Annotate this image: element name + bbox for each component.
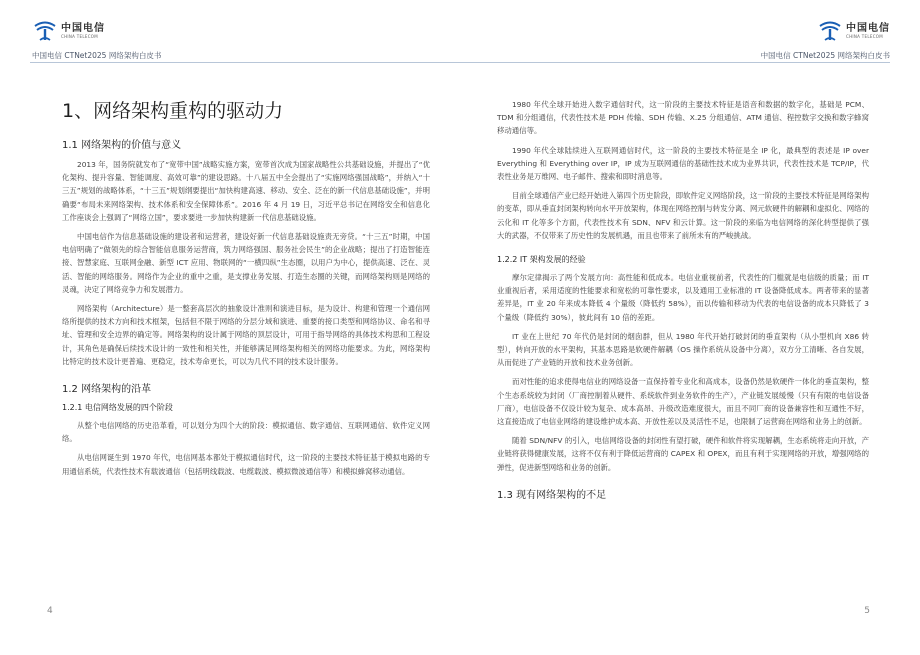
brand-name-en: CHINA TELECOM xyxy=(846,33,883,39)
paragraph: 而对性能的追求使得电信业的网络设备一直保持着专业化和高成本，设备仍然是软硬件一体化的垂直架构，整个生态系统较为封闭（厂商控制着从硬件、系统软件到业务软件的生产），产业链发展缓慢（只有有限的电信设备厂商），电信设备不仅设计较为复杂、成本高昂、升级改造难度很大，而且不同厂商的设备兼容性和互通性不好，这直接造成了电信业网络的建设维护成本高、开放性差以及灵活性不足，也限制了运营商在网络和业务上的创新。 xyxy=(497,377,869,427)
header-divider xyxy=(460,62,890,63)
paragraph: 随着 SDN/NFV 的引入，电信网络设备的封闭性有望打破，硬件和软件将实现解耦，生态系统将走向开放，产业链将获得健康发展，这将不仅有利于降低运营商的 CAPEX 和 OPEX，而且有利于实现网络的开放，增强网络的弹性，促进新型网络和业务的创新。 xyxy=(497,436,869,472)
running-title: 中国电信 CTNet2025 网络架构白皮书 xyxy=(760,51,890,60)
china-telecom-logo xyxy=(32,20,105,42)
running-title: 中国电信 CTNet2025 网络架构白皮书 xyxy=(32,51,162,60)
page-number: 4 xyxy=(47,606,53,616)
subsection-heading-1-2-2: 1.2.2 IT 架构发展的经验 xyxy=(497,255,586,265)
paragraph: 摩尔定律揭示了两个发展方向：高性能和低成本。电信业重视前者，代表性的门槛就是电信级的质量；而 IT 业重视后者，采用适度的性能要求和宽松的可靠性要求，以及通用工业标准的 IT 设备降低成本。两者带来的显著差异是，IT 业 20 年来成本降低 4 个量级（降低约 58%），而以传输和移动为代表的电信设备的成本只降低了 3 个量级（降低约 30%），彼此间有 10 倍的差距。 xyxy=(497,273,869,322)
paragraph: 中国电信作为信息基础设施的建设者和运营者，建设好新一代信息基础设施责无旁贷。“十三五”时期，中国电信明确了“做领先的综合智能信息服务运营商，筑力网络强国、服务社会民生”的企业战略；提出了打造智能连接、智慧家庭、互联网金融、新型 ICT 应用、物联网的“一横四纵”生态圈，以用户为中心，提供高速、泛在、灵活、智能的网络服务。网络作为企业的重中之重，是支撑业务发展、打造生态圈的关键，而网络架构则是网络的灵魂，决定了网络竞争力和发展潜力。 xyxy=(62,232,430,294)
page-number: 5 xyxy=(864,606,870,616)
brand-name-cn: 中国电信 xyxy=(61,22,105,34)
paragraph: 目前全球通信产业已经开始进入第四个历史阶段，即软件定义网络阶段，这一阶段的主要技术特征是网络架构的变革，即从垂直封闭架构转向水平开放架构，体现在网络控制与转发分离、网元软硬件的解耦和虚拟化、网络的云化和 IT 化等多个方面，代表性技术有 SDN、NFV 和云计算。这一阶段的来临为电信网络的深化转型提供了强大的武器，不仅带来了历史性的发展机遇，而且也带来了前所未有的严峻挑战。 xyxy=(497,191,869,240)
header-divider xyxy=(30,62,460,63)
left-content xyxy=(62,136,430,484)
section-heading-1-2: 1.2 网络架构的沿革 xyxy=(62,384,152,396)
section-heading-1-3: 1.3 现有网络架构的不足 xyxy=(497,489,607,501)
paragraph: 1980 年代全球开始进入数字通信时代，这一阶段的主要技术特征是语音和数据的数字化，基础是 PCM、TDM 和分组通信，代表性技术是 PDH 传输、SDH 传输、X.25 分组通信、ATM 通信、程控数字交换和数字蜂窝移动通信等。 xyxy=(497,100,869,136)
brand-name-en: CHINA TELECOM xyxy=(61,33,98,39)
brand-name-cn: 中国电信 xyxy=(846,22,890,34)
paragraph: 1990 年代全球陆续进入互联网通信时代，这一阶段的主要技术特征是全 IP 化，最典型的表述是 IP over Everything 和 Everything over IP，IP 成为互联网通信的基础性技术成为业界共识，代表性技术是 TCP/IP，代表性业务是万维网、电子邮件、搜索和即时消息等。 xyxy=(497,145,869,182)
paragraph: 2013 年，国务院就发布了“宽带中国”战略实施方案，宽带首次成为国家战略性公共基础设施，并提出了“优化架构、提升容量、智能调度、高效可靠”的建设思路。十八届五中全会提出了“实施网络强国战略”，并纳入“十三五”规划的战略体系，“十三五”规划纲要提出“加快构建高速、移动、安全、泛在的新一代信息基础设施”，并明确要“布局未来网络架构、技术体系和安全保障体系”。2016 年 4 月 19 日，习近平总书记在网络安全和信息化工作座谈会上强调了“网络立国”，要求要进一步加快构建新一代信息基础设施。 xyxy=(62,160,430,222)
subsection-heading-1-2-1: 1.2.1 电信网络发展的四个阶段 xyxy=(62,403,173,413)
paragraph: 网络架构（Architecture）是一整套高层次的抽象设计准则和演进目标，是为设计、构建和管理一个通信网络所提供的技术方向和技术框架，包括但不限于网络的分层分域和演进、重要的接口类型和网络协议、命名和寻址、管理和安全边界的确定等。网络架构的设计属于网络的顶层设计，可用于指导网络的具体技术构思和工程设计，其角色是确保后续技术设计的一致性和相关性，并能够满足网络架构相关的网络功能要求。为此，网络架构比特定的技术设计更普遍、更稳定，技术寿命更长，可以为几代不同的技术设计服务。 xyxy=(62,304,430,366)
paragraph: 从整个电信网络的历史沿革看，可以划分为四个大的阶段：模拟通信、数字通信、互联网通信、软件定义网络。 xyxy=(62,421,430,444)
paragraph: 从电信网诞生到 1970 年代，电信网基本都处于模拟通信时代，这一阶段的主要技术特征基于模拟电路的专用通信系统，代表性技术有载波通信（包括明线载波、电缆载波、模拟微波通信等）和模拟蜂窝移动通信。 xyxy=(62,453,430,476)
paragraph: IT 业在上世纪 70 年代仍是封闭的烟囱群，但从 1980 年代开始打破封闭的垂直架构（从小型机向 X86 转型），转向开放的水平架构，其基本思路是软硬件解耦（OS 操作系统从设备中分离），双方分工清晰、各自发展，从而促进了产业链的开放和技术业务创新。 xyxy=(497,331,869,368)
china-telecom-logo xyxy=(817,20,890,42)
right-content xyxy=(497,98,869,508)
section-heading-1-1: 1.1 网络架构的价值与意义 xyxy=(62,140,182,151)
china-telecom-emblem-icon xyxy=(32,20,58,42)
chapter-title: 1、网络架构重构的驱动力 xyxy=(62,100,284,122)
right-page xyxy=(460,0,920,655)
china-telecom-emblem-icon xyxy=(817,20,843,42)
